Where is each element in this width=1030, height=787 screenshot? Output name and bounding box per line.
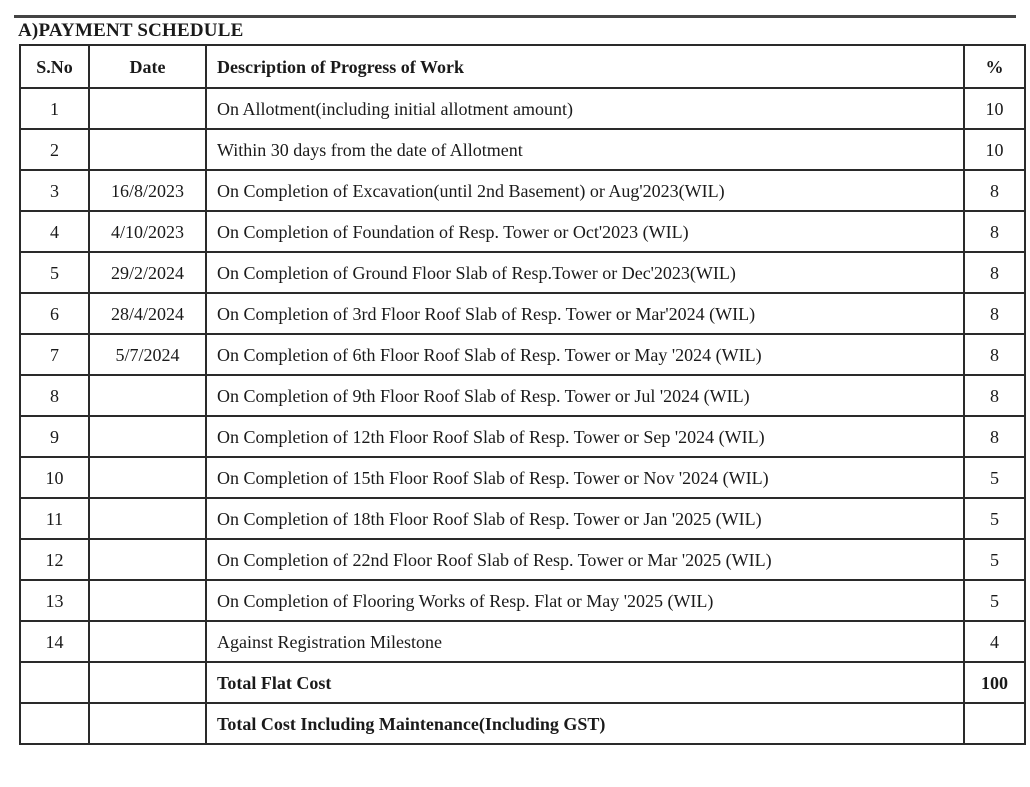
cell-description: On Allotment(including initial allotment amount) bbox=[206, 88, 964, 129]
cell-date: 5/7/2024 bbox=[89, 334, 206, 375]
total-row bbox=[20, 662, 1025, 703]
cell-description: On Completion of 6th Floor Roof Slab of Resp. Tower or May '2024 (WIL) bbox=[206, 334, 964, 375]
cell-date bbox=[89, 416, 206, 457]
table-row bbox=[20, 539, 1025, 580]
cell-percent: 8 bbox=[964, 416, 1025, 457]
cell-percent: 8 bbox=[964, 170, 1025, 211]
table-header-row bbox=[20, 45, 1025, 88]
table-body bbox=[20, 88, 1025, 744]
cell-percent: 5 bbox=[964, 580, 1025, 621]
header-description: Description of Progress of Work bbox=[206, 45, 964, 88]
table-row bbox=[20, 498, 1025, 539]
table-row bbox=[20, 375, 1025, 416]
payment-schedule-table bbox=[19, 44, 1026, 745]
cell-sno: 7 bbox=[20, 334, 89, 375]
table-row bbox=[20, 293, 1025, 334]
table-row bbox=[20, 170, 1025, 211]
cell-description: On Completion of Foundation of Resp. Tower or Oct'2023 (WIL) bbox=[206, 211, 964, 252]
cell-percent: 8 bbox=[964, 293, 1025, 334]
cell-percent: 5 bbox=[964, 457, 1025, 498]
cell-description: Within 30 days from the date of Allotment bbox=[206, 129, 964, 170]
cell-percent: 4 bbox=[964, 621, 1025, 662]
cell-description: Total Flat Cost bbox=[206, 662, 964, 703]
cell-percent: 5 bbox=[964, 498, 1025, 539]
cell-description: On Completion of Flooring Works of Resp. Flat or May '2025 (WIL) bbox=[206, 580, 964, 621]
top-rule bbox=[14, 15, 1016, 18]
table-row bbox=[20, 129, 1025, 170]
table-row bbox=[20, 334, 1025, 375]
cell-date bbox=[89, 580, 206, 621]
table-row bbox=[20, 416, 1025, 457]
cell-sno: 13 bbox=[20, 580, 89, 621]
cell-sno: 5 bbox=[20, 252, 89, 293]
cell-description: On Completion of 12th Floor Roof Slab of Resp. Tower or Sep '2024 (WIL) bbox=[206, 416, 964, 457]
cell-date bbox=[89, 457, 206, 498]
header-percent: % bbox=[964, 45, 1025, 88]
cell-sno bbox=[20, 703, 89, 744]
cell-description: On Completion of 9th Floor Roof Slab of Resp. Tower or Jul '2024 (WIL) bbox=[206, 375, 964, 416]
cell-sno bbox=[20, 662, 89, 703]
cell-sno: 12 bbox=[20, 539, 89, 580]
table-row bbox=[20, 252, 1025, 293]
cell-percent: 100 bbox=[964, 662, 1025, 703]
cell-date bbox=[89, 703, 206, 744]
cell-date bbox=[89, 375, 206, 416]
cell-percent: 8 bbox=[964, 211, 1025, 252]
cell-description: Total Cost Including Maintenance(Including GST) bbox=[206, 703, 964, 744]
cell-sno: 8 bbox=[20, 375, 89, 416]
table-row bbox=[20, 88, 1025, 129]
cell-sno: 6 bbox=[20, 293, 89, 334]
cell-sno: 9 bbox=[20, 416, 89, 457]
cell-percent bbox=[964, 703, 1025, 744]
cell-date bbox=[89, 129, 206, 170]
cell-sno: 14 bbox=[20, 621, 89, 662]
cell-date: 16/8/2023 bbox=[89, 170, 206, 211]
cell-description: On Completion of 3rd Floor Roof Slab of Resp. Tower or Mar'2024 (WIL) bbox=[206, 293, 964, 334]
cell-date bbox=[89, 539, 206, 580]
cell-percent: 8 bbox=[964, 375, 1025, 416]
cell-sno: 4 bbox=[20, 211, 89, 252]
cell-sno: 1 bbox=[20, 88, 89, 129]
cell-sno: 2 bbox=[20, 129, 89, 170]
cell-description: On Completion of Excavation(until 2nd Basement) or Aug'2023(WIL) bbox=[206, 170, 964, 211]
cell-description: On Completion of 22nd Floor Roof Slab of Resp. Tower or Mar '2025 (WIL) bbox=[206, 539, 964, 580]
header-sno: S.No bbox=[20, 45, 89, 88]
cell-sno: 11 bbox=[20, 498, 89, 539]
table-row bbox=[20, 580, 1025, 621]
cell-sno: 10 bbox=[20, 457, 89, 498]
cell-description: Against Registration Milestone bbox=[206, 621, 964, 662]
cell-percent: 10 bbox=[964, 88, 1025, 129]
cell-date bbox=[89, 662, 206, 703]
cell-date bbox=[89, 498, 206, 539]
section-title: A)PAYMENT SCHEDULE bbox=[18, 20, 244, 41]
table-row bbox=[20, 621, 1025, 662]
cell-date: 29/2/2024 bbox=[89, 252, 206, 293]
table-row bbox=[20, 457, 1025, 498]
cell-sno: 3 bbox=[20, 170, 89, 211]
cell-description: On Completion of 15th Floor Roof Slab of Resp. Tower or Nov '2024 (WIL) bbox=[206, 457, 964, 498]
cell-date bbox=[89, 621, 206, 662]
cell-percent: 10 bbox=[964, 129, 1025, 170]
cell-date: 28/4/2024 bbox=[89, 293, 206, 334]
cell-date bbox=[89, 88, 206, 129]
table-row bbox=[20, 211, 1025, 252]
cell-date: 4/10/2023 bbox=[89, 211, 206, 252]
cell-description: On Completion of Ground Floor Slab of Resp.Tower or Dec'2023(WIL) bbox=[206, 252, 964, 293]
cell-description: On Completion of 18th Floor Roof Slab of Resp. Tower or Jan '2025 (WIL) bbox=[206, 498, 964, 539]
cell-percent: 5 bbox=[964, 539, 1025, 580]
header-date: Date bbox=[89, 45, 206, 88]
cell-percent: 8 bbox=[964, 252, 1025, 293]
total-row bbox=[20, 703, 1025, 744]
cell-percent: 8 bbox=[964, 334, 1025, 375]
